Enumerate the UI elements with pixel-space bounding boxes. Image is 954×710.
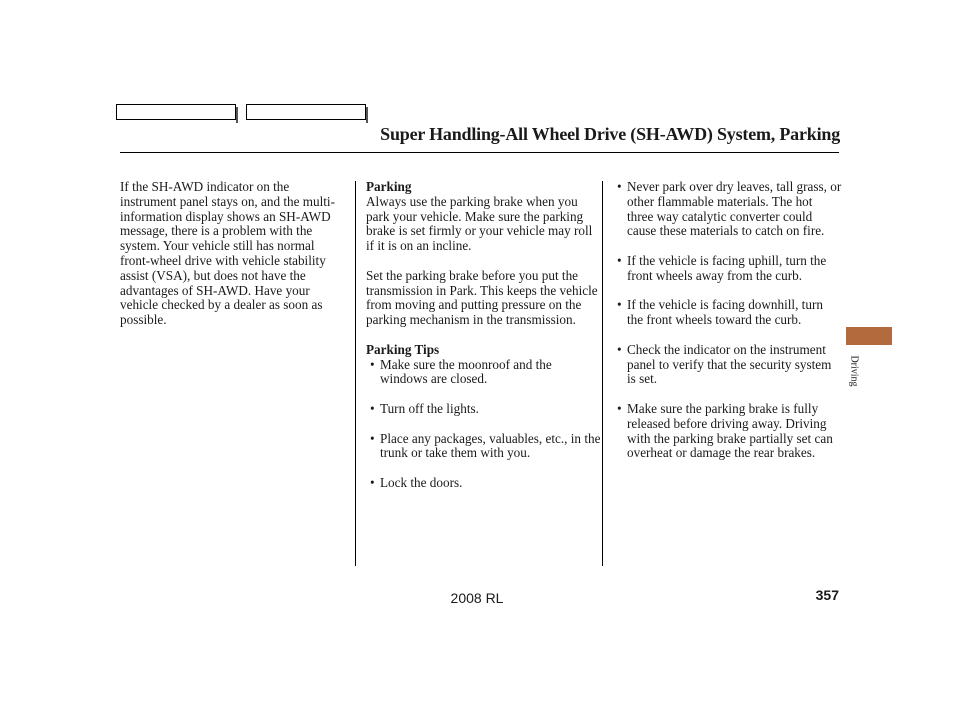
list-item: • If the vehicle is facing downhill, turn the front wheels toward the curb. [616,298,842,328]
list-item: • Make sure the parking brake is fully released before driving away. Driving with the parking brake partially set can overheat or damage the rear brakes. [616,402,842,461]
list-item: • Place any packages, valuables, etc., in the trunk or take them with you. [366,432,602,462]
parking-tips-list [366,358,602,491]
nav-previous-button[interactable] [116,104,236,120]
list-item: • Turn off the lights. [366,402,602,417]
column-divider-2 [602,181,603,566]
parking-tips-heading: Parking Tips [366,341,440,357]
list-item: • Make sure the moonroof and the windows are closed. [366,358,602,388]
list-item: • Never park over dry leaves, tall grass, or other flammable materials. The hot three way catalytic converter could cause these materials to catch on fire. [616,180,842,239]
section-tab-marker[interactable] [846,327,892,345]
column-divider-1 [355,181,356,566]
column-sh-awd [120,180,342,328]
parking-paragraph-1: Always use the parking brake when you park your vehicle. Make sure the parking brake is set firmly or your vehicle may roll if it is on an incline. [366,193,593,254]
column-parking [366,180,602,491]
title-divider [120,152,839,153]
section-label [846,350,860,394]
parking-heading: Parking [366,179,412,194]
column-parking-cautions [616,180,842,461]
parking-paragraph-2: Set the parking brake before you put the transmission in Park. This keeps the vehicle from moving and putting pressure on the parking mechanism in the transmission. [366,267,598,328]
list-item: • Lock the doors. [366,476,602,491]
section-label-text: Driving [848,355,860,387]
list-item: • If the vehicle is facing uphill, turn the front wheels away from the curb. [616,254,842,284]
page-title: Super Handling-All Wheel Drive (SH-AWD) System, Parking [380,124,840,144]
parking-cautions-list [616,180,842,461]
nav-next-button[interactable] [246,104,366,120]
page-number: 357 [815,587,839,603]
footer-model: 2008 RL [450,590,504,606]
sh-awd-paragraph: If the SH-AWD indicator on the instrument panel stays on, and the multi-information display shows an SH-AWD message, there is a problem with the system. Your vehicle still has normal front-wheel drive with vehicle stability assist (VSA), but does not have the advantages of SH-AWD. Have your vehicle checked by a dealer as soon as possible. [120,179,335,328]
list-item: • Check the indicator on the instrument panel to verify that the security system is set. [616,343,842,387]
